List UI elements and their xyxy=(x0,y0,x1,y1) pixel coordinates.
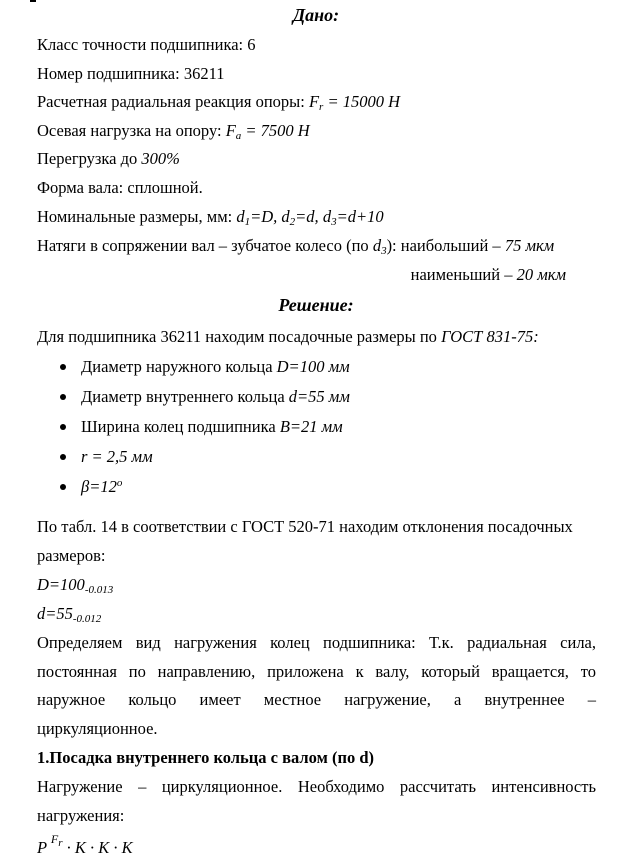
bullet-dot xyxy=(60,454,66,460)
nominal-label: Номинальные размеры, мм: xyxy=(37,207,237,226)
section-1-title: 1.Посадка внутреннего кольца с валом (по d) xyxy=(37,748,375,767)
bullet-label: Ширина колец подшипника xyxy=(81,417,280,436)
bullet-value: D=100 мм xyxy=(276,357,350,376)
interference-mid: ): наибольший – xyxy=(386,236,505,255)
nominal-d3: d xyxy=(322,207,332,226)
heading-given: Дано: xyxy=(292,5,340,25)
radial-label: Расчетная радиальная реакция опоры: xyxy=(37,92,309,111)
nominal-d3-value: =d+10 xyxy=(336,207,384,226)
nominal-d1-value: =D, xyxy=(250,207,282,226)
axial-symbol: F xyxy=(225,121,236,140)
bullet-item xyxy=(81,477,122,497)
bullet-label: Диаметр наружного кольца xyxy=(81,357,277,376)
bullet-value: B=21 мм xyxy=(279,417,343,436)
nominal-d2-value: =d, xyxy=(295,207,323,226)
load-type-line-4: циркуляционное. xyxy=(37,719,158,738)
interference-d-sub: 3 xyxy=(381,245,387,257)
bullet-item xyxy=(81,417,343,437)
heading-solution: Решение: xyxy=(278,295,354,315)
formula-fraction xyxy=(50,832,63,849)
interference-label: Натяги в сопряжении вал – зубчатое колесо (по xyxy=(37,236,373,255)
inner-diameter-sub: -0.012 xyxy=(72,613,102,625)
interference-min-line xyxy=(411,265,566,285)
nominal-d2: d xyxy=(281,207,290,226)
outer-diameter-deviation xyxy=(37,575,113,595)
bullet-item xyxy=(81,357,350,377)
nominal-d1: d xyxy=(236,207,245,226)
formula-rest: · K · K · K xyxy=(66,838,133,857)
bullet-dot xyxy=(60,364,66,370)
bullet-value: β=12 xyxy=(81,477,117,496)
formula-symbol: P xyxy=(37,838,47,857)
overload-label: Перегрузка до xyxy=(37,149,142,168)
nominal-d1-sub: 1 xyxy=(244,216,251,228)
bullet-dot xyxy=(60,394,66,400)
interference-line xyxy=(37,236,554,256)
interference-max: 75 мкм xyxy=(504,236,555,255)
load-type-line-3: наружное кольцо имеет местное нагружение, а внутреннее – xyxy=(37,690,596,709)
overload-value: 300% xyxy=(141,149,180,168)
beta-degree-sup: o xyxy=(116,477,123,489)
nominal-d3-sub: 3 xyxy=(331,216,337,228)
bullet-label: Диаметр внутреннего кольца xyxy=(81,387,289,406)
formula-fraction-sub: r xyxy=(58,837,63,849)
accuracy-class-line: Класс точности подшипника: 6 xyxy=(37,35,256,54)
bullet-value: r = 2,5 мм xyxy=(81,447,153,466)
section-1-line-1: Нагружение – циркуляционное. Необходимо рассчитать интенсивность xyxy=(37,777,596,796)
load-type-line-1: Определяем вид нагружения колец подшипника: Т.к. радиальная сила, xyxy=(37,633,596,652)
intro-line xyxy=(37,327,539,347)
interference-min-value: 20 мкм xyxy=(516,265,566,284)
bullet-dot xyxy=(60,484,66,490)
inner-diameter-value: d=55 xyxy=(37,604,73,623)
radial-reaction-line xyxy=(37,92,400,112)
nominal-d2-sub: 2 xyxy=(289,216,296,228)
inner-diameter-deviation xyxy=(37,604,101,624)
outer-diameter-value: D=100 xyxy=(37,575,85,594)
table-line-2: размеров: xyxy=(37,546,106,565)
overload-line xyxy=(37,149,180,169)
formula-fraction-num: F xyxy=(50,832,59,846)
interference-min-label: наименьший – xyxy=(410,265,517,284)
bullet-dot xyxy=(60,424,66,430)
axial-load-line xyxy=(37,121,310,141)
section-1-line-2: нагружения: xyxy=(37,806,125,825)
shaft-form-line: Форма вала: сплошной. xyxy=(37,178,203,197)
radial-symbol: F xyxy=(308,92,320,111)
bearing-number-line: Номер подшипника: 36211 xyxy=(37,64,225,83)
axial-value: = 7500 Н xyxy=(241,121,310,140)
formula-partial xyxy=(37,832,133,859)
axial-subscript: a xyxy=(235,130,242,142)
interference-d: d xyxy=(372,236,382,255)
bullet-value: d=55 мм xyxy=(288,387,350,406)
bullet-item xyxy=(81,387,350,407)
nominal-sizes-line xyxy=(37,207,384,227)
radial-value: = 15000 Н xyxy=(323,92,401,111)
axial-label: Осевая нагрузка на опору: xyxy=(37,121,226,140)
intro-text: Для подшипника 36211 находим посадочные размеры по xyxy=(37,327,442,346)
load-type-line-2: постоянная по направлению, приложена к валу, который вращается, то xyxy=(37,662,596,681)
intro-gost: ГОСТ 831-75: xyxy=(441,327,539,346)
bullet-item xyxy=(81,447,153,467)
outer-diameter-sub: -0.013 xyxy=(84,584,114,596)
top-edge-mark xyxy=(30,0,36,2)
radial-subscript: r xyxy=(319,101,324,113)
table-line-1: По табл. 14 в соответствии с ГОСТ 520-71 находим отклонения посадочных xyxy=(37,517,573,536)
